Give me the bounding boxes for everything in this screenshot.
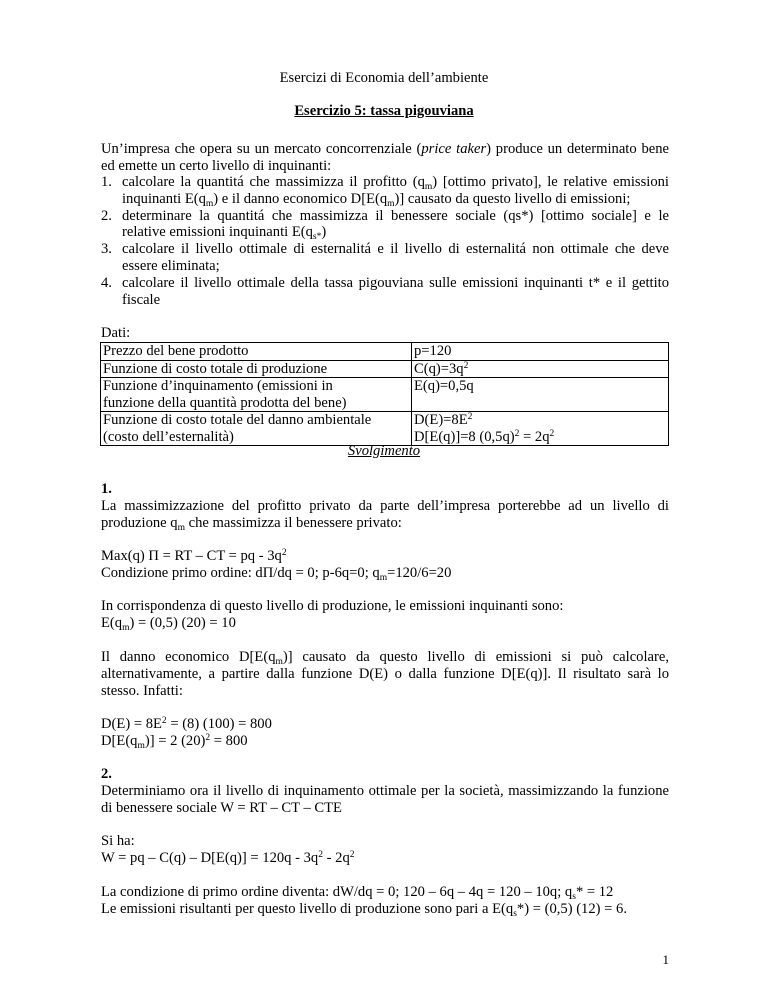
equation: Max(q) Π = RT – CT = pq - $3q^2$	[101, 548, 287, 564]
table-cell-value: E(q)=0,5q	[412, 378, 669, 412]
table-cell-label: Funzione di costo totale del danno ambientale (costo dell’esternalità)	[101, 412, 412, 446]
paragraph: In corrispondenza di questo livello di produzione, le emissioni inquinanti sono:	[101, 598, 564, 614]
paragraph: Si ha:	[101, 833, 135, 849]
section-1-heading: 1.	[101, 481, 112, 497]
section-2-heading: 2.	[101, 766, 112, 782]
equation: $D[E(q_m)] = 2$ $(20)^2 = 800$	[101, 733, 248, 751]
table-cell-value: $D(E)=8E^2$ D[E(q)]=8 $(0,5q)^2 = 2q^2$	[412, 412, 669, 446]
task-item: 4. calcolare il livello ottimale della tassa pigouviana sulle emissioni inquinanti t* e il gettito fiscale	[101, 274, 669, 308]
intro-paragraph: Un’impresa che opera su un mercato concorrenziale (price taker) produce un determinato bene ed emette un certo livello di inquinanti:	[101, 141, 669, 174]
table-cell-label: Funzione d’inquinamento (emissioni in funzione della quantità prodotta del bene)	[101, 378, 412, 412]
equation: Le emissioni risultanti per questo livello di produzione sono pari a $E(q_s*) = (0,5) (12) = 6$.	[101, 901, 627, 919]
equation: W = pq – $C(q) - D[E(q)] = 120q - 3q^2 - 2q^2$	[101, 850, 355, 866]
task-item: 1. calcolare la quantitá che massimizza il profitto $(q_m)$ [ottimo privato], le relative emissioni inquinanti $E(q_m)$ e il danno economico $D[E(q_m)]$ causato da questo livello di emissioni;	[101, 174, 669, 209]
document-title: Esercizi di Economia dell’ambiente	[279, 70, 489, 86]
section-1-paragraph: La massimizzazione del profitto privato da parte dell’impresa porterebbe ad un livello di produzione $q_m$ che massimizza il benessere privato:	[101, 498, 669, 533]
table-row	[101, 378, 669, 412]
section-2-paragraph: Determiniamo ora il livello di inquinamento ottimale per la società, massimizzando la funzione di benessere sociale W = RT – CT – CTE	[101, 783, 669, 816]
table-cell-label: Prezzo del bene prodotto	[101, 343, 412, 361]
task-list	[101, 174, 669, 308]
equation: Condizione primo ordine: dΠ/dq = 0; p-6q=0; $q_m=120/6=20$	[101, 565, 452, 583]
data-table	[100, 342, 669, 446]
equation: La condizione di primo ordine diventa: dW/dq = 0; 120 – 6q – 4q = 120 – 10q; $q_s* = 12$	[101, 884, 614, 902]
page-number: 1	[662, 952, 669, 967]
solution-title: Svolgimento	[347, 443, 421, 459]
task-item: 2. determinare la quantitá che massimizza il benessere sociale (qs*) [ottimo sociale] e le relative emissioni inquinanti $E(q_{s*})$	[101, 207, 669, 243]
exercise-title: Esercizio 5: tassa pigouviana	[294, 103, 474, 119]
equation: $E(q_m) = (0,5) (20) = 10$	[101, 615, 236, 633]
table-row	[101, 360, 669, 378]
equation: $D(E) = 8E^2 = (8) (100) = 800$	[101, 716, 272, 732]
table-cell-label: Funzione di costo totale di produzione	[101, 360, 412, 378]
paragraph: Il danno economico $D[E(q_m)]$ causato da questo livello di emissioni si può calcolare, alternativamente, a partire dalla funzione D(E) o dalla funzione D[E(q)]. Il risultato sarà lo stesso. Infatti:	[101, 649, 669, 699]
data-label: Dati:	[101, 325, 131, 341]
task-item: 3. calcolare il livello ottimale di esternalitá e il livello di esternalitá non ottimale che deve essere eliminata;	[101, 241, 669, 274]
table-cell-value: $C(q)=3q^2$	[412, 360, 669, 378]
table-cell-value: p=120	[412, 343, 669, 361]
table-row	[101, 343, 669, 361]
table-row	[101, 412, 669, 446]
